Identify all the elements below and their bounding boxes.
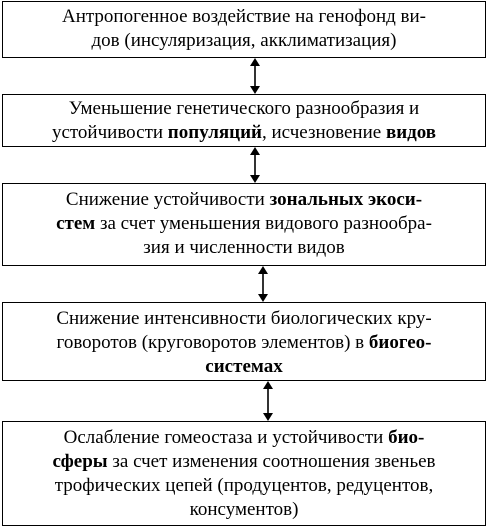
box-text-line xyxy=(3,426,485,450)
box-text-line xyxy=(3,121,485,145)
box-text-line xyxy=(3,474,485,498)
text-segment: за счет уменьшения видового разнообра- xyxy=(95,213,432,234)
text-segment: за счет изменения соотношения звеньев xyxy=(107,451,436,472)
text-segment: дов (инсуляризация, акклиматизация) xyxy=(91,30,397,51)
bold-term: зональных экоси- xyxy=(269,189,423,210)
text-segment: Ослабление гомеостаза и устойчивости xyxy=(63,427,389,448)
text-segment: зия и численности видов xyxy=(143,237,345,258)
box-text-line xyxy=(3,212,485,236)
text-segment: трофических цепей (продуцентов, редуцентов, xyxy=(54,475,434,496)
box-text-line xyxy=(3,355,485,379)
box-text-line xyxy=(3,307,485,331)
box-biosphere-homeostasis xyxy=(2,421,486,526)
bold-term: системах xyxy=(205,356,283,377)
double-arrow-3 xyxy=(253,266,273,302)
box-text-line xyxy=(3,498,485,522)
box-biological-cycles xyxy=(2,302,486,381)
box-anthropogenic-impact xyxy=(2,1,486,58)
bold-term: био- xyxy=(388,427,425,448)
box-zonal-ecosystems xyxy=(2,183,486,266)
bold-term: биогео- xyxy=(368,332,432,353)
text-segment: Антропогенное воздействие на генофонд ви- xyxy=(61,6,426,27)
text-segment: Уменьшение генетического разнообразия и xyxy=(68,98,420,119)
box-text-line xyxy=(3,188,485,212)
box-text-line xyxy=(3,236,485,260)
box-text-line xyxy=(3,331,485,355)
text-segment: устойчивости xyxy=(51,122,168,143)
box-text-line xyxy=(3,29,485,53)
bold-term: популяций xyxy=(167,122,262,143)
box-text-line xyxy=(3,97,485,121)
double-arrow-1 xyxy=(245,58,265,94)
text-segment: , исчезновение xyxy=(262,122,386,143)
text-segment: Снижение устойчивости xyxy=(65,189,270,210)
bold-term: стем xyxy=(56,213,96,234)
bold-term: сферы xyxy=(52,451,108,472)
text-segment: говоротов (круговоротов элементов) в xyxy=(56,332,369,353)
text-segment: Снижение интенсивности биологических кру- xyxy=(56,308,432,329)
box-text-line xyxy=(3,5,485,29)
box-text-line xyxy=(3,450,485,474)
box-genetic-diversity xyxy=(2,94,486,147)
bold-term: видов xyxy=(385,122,437,143)
double-arrow-2 xyxy=(245,147,265,183)
text-segment: консументов) xyxy=(189,499,299,520)
double-arrow-4 xyxy=(258,381,278,421)
